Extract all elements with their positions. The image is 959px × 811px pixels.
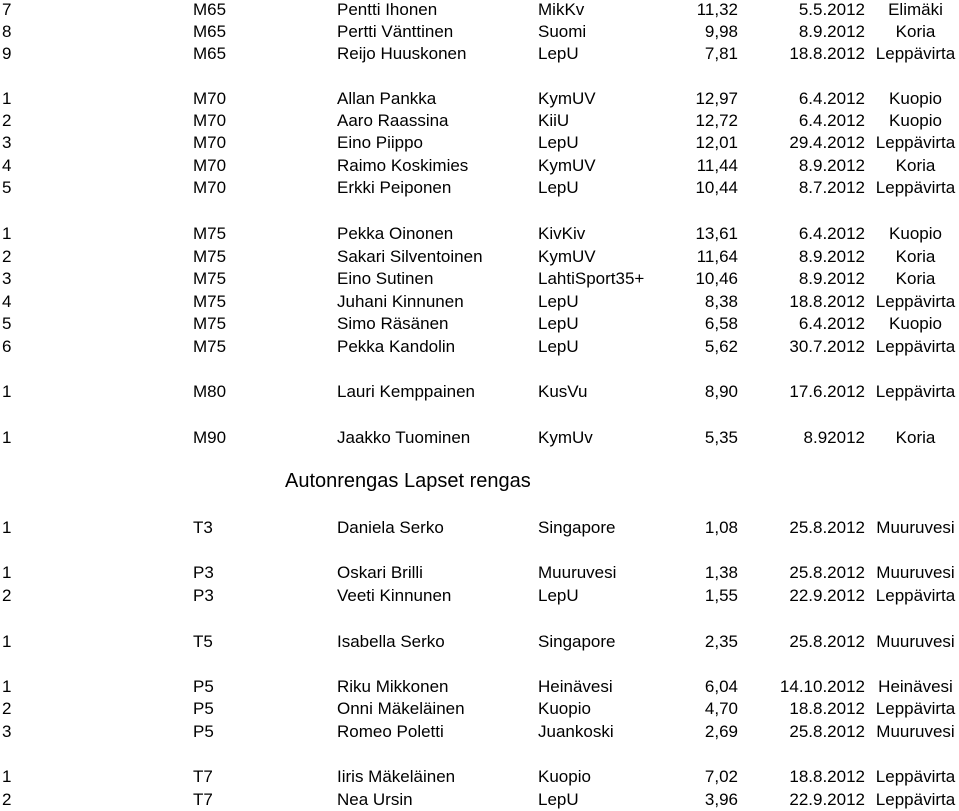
cell-place: Leppävirta <box>875 337 956 356</box>
cell-date: 25.8.2012 <box>789 563 865 582</box>
cell-cls: P5 <box>193 722 214 741</box>
cell-rank: 1 <box>2 518 12 537</box>
cell-date: 8.9.2012 <box>798 247 865 266</box>
cell-club: LepU <box>538 314 579 333</box>
cell-cls: M75 <box>193 269 227 288</box>
table-row <box>0 0 959 21</box>
table-row <box>0 336 959 358</box>
cell-place: Kuopio <box>889 314 942 333</box>
cell-club: LepU <box>538 178 579 197</box>
table-row <box>0 268 959 290</box>
cell-place: Heinävesi <box>878 677 953 696</box>
cell-cls: M75 <box>193 292 227 311</box>
table-row <box>0 132 959 154</box>
cell-place: Koria <box>895 269 936 288</box>
cell-cls: T3 <box>193 518 213 537</box>
cell-date: 22.9.2012 <box>789 586 865 605</box>
cell-place: Muuruvesi <box>876 632 955 651</box>
table-row <box>0 631 959 653</box>
cell-rank: 5 <box>2 178 12 197</box>
cell-cls: P3 <box>193 563 214 582</box>
cell-place: Kuopio <box>889 111 942 130</box>
cell-result: 10,44 <box>695 178 738 197</box>
cell-cls: M90 <box>193 428 227 447</box>
table-row <box>0 313 959 335</box>
cell-result: 5,35 <box>704 428 738 447</box>
cell-result: 5,62 <box>704 337 738 356</box>
cell-place: Elimäki <box>888 0 943 19</box>
cell-name: Veeti Kinnunen <box>337 586 452 605</box>
cell-result: 1,08 <box>704 518 738 537</box>
cell-club: Heinävesi <box>538 677 613 696</box>
cell-name: Pekka Oinonen <box>337 224 454 243</box>
cell-club: Singapore <box>538 518 616 537</box>
cell-club: Juankoski <box>538 722 614 741</box>
table-row <box>0 585 959 607</box>
cell-cls: M75 <box>193 314 227 333</box>
cell-date: 18.8.2012 <box>789 292 865 311</box>
cell-name: Onni Mäkeläinen <box>337 699 465 718</box>
cell-club: LepU <box>538 44 579 63</box>
cell-name: Simo Räsänen <box>337 314 449 333</box>
cell-name: Eino Sutinen <box>337 269 434 288</box>
cell-date: 5.5.2012 <box>798 0 865 19</box>
cell-date: 25.8.2012 <box>789 722 865 741</box>
cell-result: 9,98 <box>704 22 738 41</box>
cell-rank: 1 <box>2 632 12 651</box>
cell-rank: 2 <box>2 586 12 605</box>
cell-result: 7,02 <box>704 767 738 786</box>
cell-date: 25.8.2012 <box>789 632 865 651</box>
cell-club: Suomi <box>538 22 587 41</box>
cell-rank: 1 <box>2 89 12 108</box>
cell-name: Aaro Raassina <box>337 111 449 130</box>
table-row <box>0 676 959 698</box>
cell-club: Singapore <box>538 632 616 651</box>
table-row <box>0 427 959 449</box>
cell-name: Pertti Vänttinen <box>337 22 454 41</box>
cell-place: Leppävirta <box>875 382 956 401</box>
table-row <box>0 789 959 811</box>
cell-cls: M80 <box>193 382 227 401</box>
cell-name: Juhani Kinnunen <box>337 292 464 311</box>
cell-result: 1,38 <box>704 563 738 582</box>
cell-rank: 1 <box>2 382 12 401</box>
cell-date: 8.7.2012 <box>798 178 865 197</box>
table-row <box>0 246 959 268</box>
cell-name: Reijo Huuskonen <box>337 44 467 63</box>
cell-cls: T7 <box>193 767 213 786</box>
cell-cls: P5 <box>193 677 214 696</box>
cell-result: 11,44 <box>696 156 738 175</box>
cell-place: Koria <box>895 247 936 266</box>
cell-rank: 4 <box>2 292 12 311</box>
cell-cls: P5 <box>193 699 214 718</box>
cell-date: 22.9.2012 <box>789 790 865 809</box>
cell-name: Nea Ursin <box>337 790 413 809</box>
cell-club: LepU <box>538 790 579 809</box>
cell-place: Koria <box>895 156 936 175</box>
cell-name: Sakari Silventoinen <box>337 247 483 266</box>
cell-rank: 4 <box>2 156 12 175</box>
cell-club: LepU <box>538 292 579 311</box>
table-row <box>0 766 959 788</box>
table-row <box>0 110 959 132</box>
cell-date: 8.9.2012 <box>798 269 865 288</box>
cell-name: Daniela Serko <box>337 518 444 537</box>
cell-place: Koria <box>895 22 936 41</box>
cell-date: 8.9.2012 <box>798 156 865 175</box>
cell-result: 4,70 <box>704 699 738 718</box>
cell-name: Lauri Kemppainen <box>337 382 475 401</box>
table-row <box>0 517 959 539</box>
cell-result: 3,96 <box>704 790 738 809</box>
cell-club: MikKv <box>538 0 585 19</box>
cell-rank: 3 <box>2 269 12 288</box>
cell-rank: 2 <box>2 247 12 266</box>
table-row <box>0 562 959 584</box>
cell-club: LepU <box>538 586 579 605</box>
cell-name: Jaakko Tuominen <box>337 428 471 447</box>
cell-cls: T5 <box>193 632 213 651</box>
cell-club: KiiU <box>538 111 570 130</box>
cell-date: 8.9.2012 <box>798 22 865 41</box>
cell-place: Koria <box>895 428 936 447</box>
cell-result: 12,01 <box>695 133 738 152</box>
cell-cls: M75 <box>193 247 227 266</box>
cell-date: 6.4.2012 <box>798 89 865 108</box>
cell-result: 2,69 <box>704 722 738 741</box>
cell-rank: 9 <box>2 44 12 63</box>
cell-cls: M70 <box>193 89 227 108</box>
cell-result: 6,04 <box>704 677 738 696</box>
cell-cls: T7 <box>193 790 213 809</box>
cell-rank: 1 <box>2 767 12 786</box>
cell-club: KivKiv <box>538 224 586 243</box>
cell-place: Leppävirta <box>875 292 956 311</box>
section-title: Autonrengas Lapset rengas <box>285 470 531 492</box>
cell-date: 14.10.2012 <box>779 677 865 696</box>
cell-name: Eino Piippo <box>337 133 424 152</box>
cell-name: Allan Pankka <box>337 89 437 108</box>
cell-date: 17.6.2012 <box>789 382 865 401</box>
cell-club: LepU <box>538 337 579 356</box>
cell-cls: M70 <box>193 156 227 175</box>
cell-cls: M70 <box>193 111 227 130</box>
cell-cls: M75 <box>193 337 227 356</box>
cell-rank: 1 <box>2 677 12 696</box>
cell-date: 6.4.2012 <box>798 314 865 333</box>
cell-result: 7,81 <box>704 44 738 63</box>
cell-place: Leppävirta <box>875 699 956 718</box>
cell-club: KymUV <box>538 156 596 175</box>
cell-club: LahtiSport35+ <box>538 269 645 288</box>
table-row <box>0 155 959 177</box>
cell-place: Kuopio <box>889 89 942 108</box>
cell-cls: M70 <box>193 133 227 152</box>
cell-cls: M70 <box>193 178 227 197</box>
cell-club: LepU <box>538 133 579 152</box>
cell-rank: 7 <box>2 0 12 19</box>
cell-date: 18.8.2012 <box>789 767 865 786</box>
cell-place: Muuruvesi <box>876 722 955 741</box>
cell-rank: 1 <box>2 563 12 582</box>
cell-date: 29.4.2012 <box>789 133 865 152</box>
cell-name: Erkki Peiponen <box>337 178 452 197</box>
cell-place: Muuruvesi <box>876 563 955 582</box>
cell-name: Isabella Serko <box>337 632 445 651</box>
cell-result: 2,35 <box>704 632 738 651</box>
cell-cls: M75 <box>193 224 227 243</box>
table-row <box>0 381 959 403</box>
cell-club: Muuruvesi <box>538 563 617 582</box>
cell-name: Raimo Koskimies <box>337 156 469 175</box>
cell-rank: 5 <box>2 314 12 333</box>
cell-date: 25.8.2012 <box>789 518 865 537</box>
cell-rank: 3 <box>2 133 12 152</box>
cell-place: Leppävirta <box>875 133 956 152</box>
table-row <box>0 43 959 65</box>
cell-rank: 3 <box>2 722 12 741</box>
table-row <box>0 21 959 43</box>
cell-name: Pentti Ihonen <box>337 0 438 19</box>
cell-club: KymUv <box>538 428 593 447</box>
cell-cls: M65 <box>193 44 227 63</box>
cell-date: 30.7.2012 <box>789 337 865 356</box>
cell-name: Romeo Poletti <box>337 722 444 741</box>
cell-result: 1,55 <box>704 586 738 605</box>
cell-rank: 2 <box>2 111 12 130</box>
table-row <box>0 223 959 245</box>
cell-club: KymUV <box>538 89 596 108</box>
table-row <box>0 88 959 110</box>
cell-rank: 1 <box>2 224 12 243</box>
cell-result: 13,61 <box>695 224 738 243</box>
cell-result: 6,58 <box>704 314 738 333</box>
cell-name: Iiris Mäkeläinen <box>337 767 456 786</box>
cell-date: 8.92012 <box>803 428 865 447</box>
cell-name: Pekka Kandolin <box>337 337 456 356</box>
cell-result: 10,46 <box>695 269 738 288</box>
cell-name: Oskari Brilli <box>337 563 423 582</box>
cell-cls: P3 <box>193 586 214 605</box>
cell-rank: 6 <box>2 337 12 356</box>
cell-date: 18.8.2012 <box>789 699 865 718</box>
cell-date: 6.4.2012 <box>798 224 865 243</box>
cell-date: 6.4.2012 <box>798 111 865 130</box>
cell-result: 12,72 <box>695 111 738 130</box>
cell-rank: 2 <box>2 699 12 718</box>
table-row <box>0 291 959 313</box>
cell-place: Leppävirta <box>875 44 956 63</box>
cell-cls: M65 <box>193 22 227 41</box>
cell-result: 12,97 <box>695 89 738 108</box>
cell-rank: 8 <box>2 22 12 41</box>
cell-place: Leppävirta <box>875 178 956 197</box>
cell-place: Leppävirta <box>875 586 956 605</box>
cell-place: Kuopio <box>889 224 942 243</box>
cell-result: 11,64 <box>696 247 738 266</box>
cell-club: Kuopio <box>538 699 591 718</box>
table-row <box>0 721 959 743</box>
cell-name: Riku Mikkonen <box>337 677 449 696</box>
cell-result: 8,38 <box>704 292 738 311</box>
cell-club: KymUV <box>538 247 596 266</box>
cell-result: 11,32 <box>696 0 738 19</box>
cell-place: Muuruvesi <box>876 518 955 537</box>
cell-place: Leppävirta <box>875 790 956 809</box>
cell-cls: M65 <box>193 0 227 19</box>
cell-rank: 1 <box>2 428 12 447</box>
cell-place: Leppävirta <box>875 767 956 786</box>
cell-result: 8,90 <box>704 382 738 401</box>
cell-club: Kuopio <box>538 767 591 786</box>
cell-rank: 2 <box>2 790 12 809</box>
table-row <box>0 177 959 199</box>
cell-date: 18.8.2012 <box>789 44 865 63</box>
table-row <box>0 698 959 720</box>
cell-club: KusVu <box>538 382 588 401</box>
